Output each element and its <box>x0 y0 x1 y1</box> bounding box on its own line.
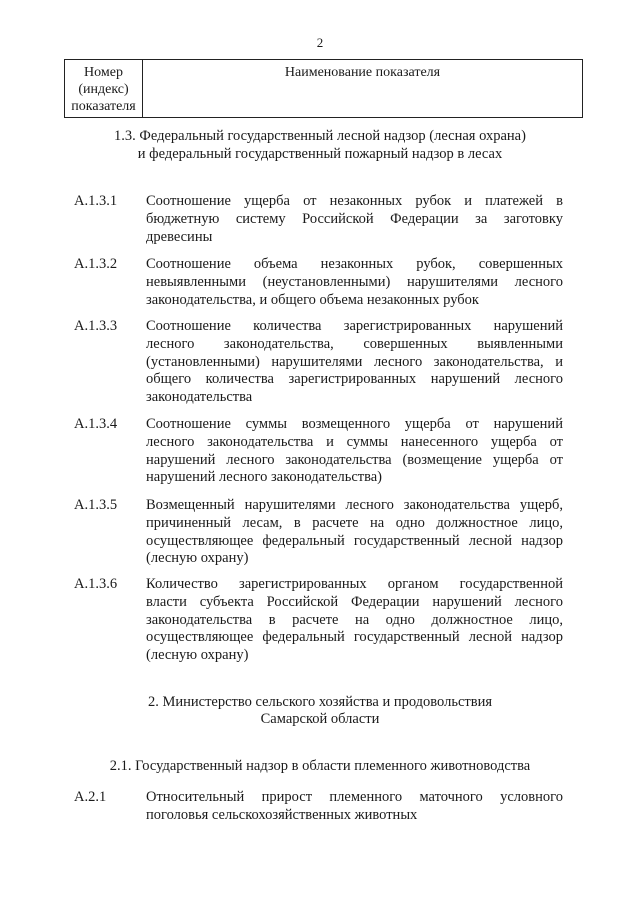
description-word: нарушений <box>493 416 563 432</box>
description-word: (возмещение <box>402 451 482 468</box>
description-word: власти <box>146 593 187 610</box>
description-word: одно <box>385 611 415 628</box>
description-word: на <box>354 611 370 628</box>
indicator-code: А.1.3.4 <box>74 416 118 432</box>
indicator-code: А.1.3.1 <box>74 193 118 209</box>
description-word: невыявленными <box>146 273 246 290</box>
description-word: в <box>293 514 301 531</box>
description-line <box>146 354 563 372</box>
description-line <box>146 497 563 515</box>
header-index-line: показателя <box>71 99 136 114</box>
description-word: Соотношение <box>146 193 231 209</box>
description-line <box>146 274 563 292</box>
description-word: лесного <box>373 353 423 370</box>
description-line <box>146 576 563 594</box>
description-word: бюджетную <box>146 210 220 227</box>
description-word: Количество <box>146 576 218 592</box>
description-word: ущерба <box>244 193 290 209</box>
header-index-column <box>65 60 143 117</box>
description-word: Возмещенный <box>146 497 235 513</box>
description-word: надзор <box>521 532 563 549</box>
description-word: суммы <box>245 416 288 432</box>
description-word: органом <box>387 576 439 592</box>
description-word: (неустановленными) <box>262 273 391 290</box>
section-2-title-line2: Самарской области <box>260 711 380 727</box>
description-word: Соотношение <box>146 416 231 432</box>
description-line <box>146 336 563 354</box>
description-word: Федерации <box>390 210 459 227</box>
description-word: Российской <box>266 593 339 610</box>
description-word: рубок <box>415 193 452 209</box>
description-word: незаконных <box>320 256 394 272</box>
indicator-description <box>146 576 563 665</box>
description-word: в <box>556 193 563 209</box>
description-word: и <box>326 433 334 450</box>
description-word: маточного <box>419 789 483 805</box>
description-word: совершенных <box>478 256 563 272</box>
indicator-description <box>146 789 563 825</box>
description-word: лесного <box>514 593 563 610</box>
description-word: Федерации <box>351 593 420 610</box>
header-name-column: Наименование показателя <box>284 65 441 80</box>
description-word: ущерба <box>404 416 451 432</box>
description-word: законодательства <box>285 451 392 468</box>
description-word: законодательства, <box>223 335 334 352</box>
description-word: ущерба <box>490 433 537 450</box>
description-word: на <box>370 514 385 531</box>
description-line <box>146 193 563 211</box>
description-word: систему <box>235 210 286 227</box>
description-line <box>146 211 563 229</box>
description-line <box>146 256 563 274</box>
description-word: рубок, <box>416 256 456 272</box>
description-word: надзор <box>521 629 563 646</box>
indicator-description <box>146 193 563 246</box>
indicator-code: А.2.1 <box>74 789 107 805</box>
section-2-1-title: 2.1. Государственный надзор в области племенного животноводства <box>109 758 531 774</box>
indicator-code: А.1.3.3 <box>74 318 118 334</box>
description-line: поголовья сельскохозяйственных животных <box>146 806 418 823</box>
description-word: от <box>303 193 317 209</box>
description-word: нарушений <box>493 318 563 334</box>
description-line <box>146 416 563 434</box>
description-line: (лесную охрану) <box>146 647 249 664</box>
description-word: платежей <box>485 193 543 209</box>
description-word: выявленными <box>477 335 563 352</box>
description-line <box>146 789 563 807</box>
description-line <box>146 515 563 533</box>
description-word: зарегистрированных <box>288 371 417 388</box>
description-word: (установленными) <box>146 353 260 370</box>
description-word: лицо, <box>529 611 563 628</box>
description-line <box>146 318 563 336</box>
description-word: федеральный <box>262 532 345 549</box>
description-line: древесины <box>146 228 213 245</box>
description-word: лесного <box>146 433 195 450</box>
description-word: нарушений <box>432 593 502 610</box>
description-word: лицо, <box>529 514 563 531</box>
description-word: за <box>475 210 488 227</box>
description-line <box>146 612 563 630</box>
description-word: осуществляющее <box>146 532 254 549</box>
description-word: прирост <box>261 789 313 805</box>
description-word: совершенных <box>363 335 448 352</box>
description-line <box>146 452 563 470</box>
indicator-description <box>146 416 563 487</box>
description-word: количества <box>253 318 322 334</box>
description-word: нанесенного <box>400 433 479 450</box>
description-word: лесного <box>146 335 195 352</box>
description-word: нарушителями <box>244 497 336 513</box>
description-line: (лесную охрану) <box>146 550 249 567</box>
description-word: в <box>268 611 276 628</box>
description-word: Относительный <box>146 789 245 805</box>
description-word: нарушений <box>146 451 216 468</box>
indicator-description <box>146 497 563 568</box>
description-line: нарушений лесного законодательства) <box>146 469 383 486</box>
description-word: суммы <box>346 433 388 450</box>
description-word: Соотношение <box>146 256 231 272</box>
indicator-description <box>146 256 563 309</box>
description-word: осуществляющее <box>146 629 254 646</box>
section-1-3-title-line2: и федеральный государственный пожарный надзор в лесах <box>137 146 503 162</box>
description-line <box>146 629 563 647</box>
description-word: лесного <box>345 497 394 513</box>
indicator-code: А.1.3.5 <box>74 497 118 513</box>
header-index-line: Номер <box>84 65 123 80</box>
description-word: и <box>555 353 563 370</box>
description-word: лесам, <box>242 514 283 531</box>
description-word: зарегистрированных <box>343 318 472 334</box>
description-word: общего <box>146 371 192 388</box>
description-word: нарушителями <box>406 273 499 290</box>
section-2-title-line1: 2. Министерство сельского хозяйства и продовольствия <box>147 694 493 710</box>
description-word: Соотношение <box>146 318 231 334</box>
description-word: незаконных <box>329 193 403 209</box>
description-word: лесного <box>226 451 275 468</box>
description-word: законодательства, <box>433 353 544 370</box>
description-word: возмещенного <box>301 416 391 432</box>
description-word: субъекта <box>199 593 254 610</box>
description-word: лесной <box>468 629 512 646</box>
description-word: нарушителями <box>271 353 363 370</box>
description-word: зарегистрированных <box>238 576 367 592</box>
indicator-description <box>146 318 563 407</box>
description-word: законодательства <box>146 611 253 628</box>
description-word: государственный <box>353 532 460 549</box>
description-word: расчете <box>292 611 339 628</box>
description-word: нарушений <box>430 371 501 388</box>
description-line: законодательства, и общего объема незаконных рубок <box>146 291 479 308</box>
description-word: законодательства <box>207 433 314 450</box>
indicator-code: А.1.3.2 <box>74 256 118 272</box>
description-word: условного <box>500 789 563 805</box>
description-line: законодательства <box>146 389 253 406</box>
description-word: должностное <box>436 514 518 531</box>
description-word: причиненный <box>146 514 232 531</box>
description-word: государственной <box>459 576 563 592</box>
description-word: и <box>464 193 473 209</box>
description-word: Российской <box>302 210 374 227</box>
section-1-3-title-line1: 1.3. Федеральный государственный лесной надзор (лесная охрана) <box>114 128 526 144</box>
description-line <box>146 434 563 452</box>
description-word: расчете <box>312 514 359 531</box>
description-word: лесного <box>514 273 563 290</box>
description-word: законодательства <box>403 497 510 513</box>
description-word: федеральный <box>262 629 345 646</box>
description-word: количества <box>205 371 274 388</box>
header-index-line: (индекс) <box>78 82 129 97</box>
description-line <box>146 371 563 389</box>
table-header <box>64 59 583 118</box>
description-word: ущерб, <box>519 497 563 513</box>
description-word: заготовку <box>503 210 563 227</box>
description-word: объема <box>253 256 298 272</box>
description-word: от <box>549 451 563 468</box>
description-word: племенного <box>329 789 403 805</box>
description-word: лесной <box>468 532 512 549</box>
description-word: от <box>549 433 563 450</box>
description-word: должностное <box>431 611 513 628</box>
description-word: одно <box>395 514 425 531</box>
description-line <box>146 533 563 551</box>
page-number: 2 <box>316 35 324 50</box>
description-word: государственный <box>353 629 460 646</box>
description-word: от <box>465 416 479 432</box>
description-line <box>146 594 563 612</box>
description-word: ущерба <box>492 451 539 468</box>
indicator-code: А.1.3.6 <box>74 576 118 592</box>
description-word: лесного <box>514 371 563 388</box>
